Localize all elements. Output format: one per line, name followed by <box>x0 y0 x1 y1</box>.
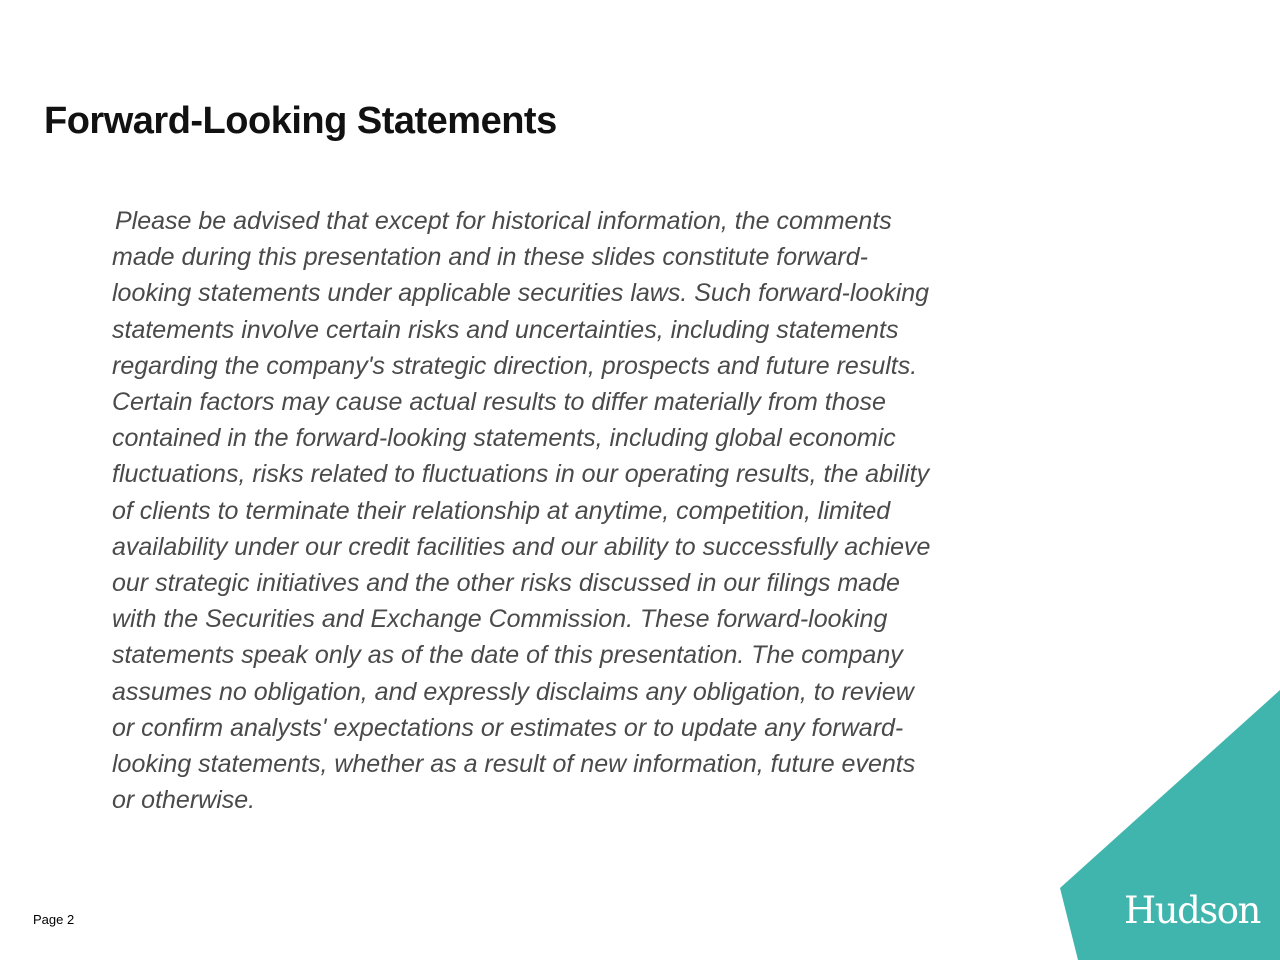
body-line: assumes no obligation, and expressly disclaims any obligation, to review <box>112 677 914 706</box>
body-line: statements speak only as of the date of this presentation. The company <box>112 641 903 670</box>
body-line: or confirm analysts' expectations or estimates or to update any forward- <box>112 713 904 742</box>
page-number: Page 2 <box>33 912 75 927</box>
forward-looking-statement-body <box>112 203 1122 818</box>
body-line: with the Securities and Exchange Commission. These forward-looking <box>112 605 888 634</box>
body-line: contained in the forward-looking statements, including global economic <box>112 424 896 453</box>
slide-title: Forward-Looking Statements <box>44 100 557 142</box>
hudson-logo: Hudson <box>1124 889 1260 932</box>
body-line: regarding the company's strategic direction, prospects and future results. <box>112 351 918 380</box>
body-line: made during this presentation and in these slides constitute forward- <box>112 243 868 272</box>
body-line: our strategic initiatives and the other risks discussed in our filings made <box>112 569 900 598</box>
body-line: of clients to terminate their relationship at anytime, competition, limited <box>112 496 891 525</box>
body-line: looking statements under applicable securities laws. Such forward-looking <box>112 279 930 308</box>
body-line: Please be advised that except for historical information, the comments <box>115 207 892 235</box>
body-line: or otherwise. <box>112 786 256 815</box>
body-line: fluctuations, risks related to fluctuations in our operating results, the ability <box>112 460 930 489</box>
body-line: availability under our credit facilities and our ability to successfully achieve <box>112 532 931 561</box>
body-line: Certain factors may cause actual results to differ materially from those <box>112 388 886 417</box>
body-line: statements involve certain risks and uncertainties, including statements <box>112 315 899 344</box>
body-line: looking statements, whether as a result of new information, future events <box>112 750 916 779</box>
